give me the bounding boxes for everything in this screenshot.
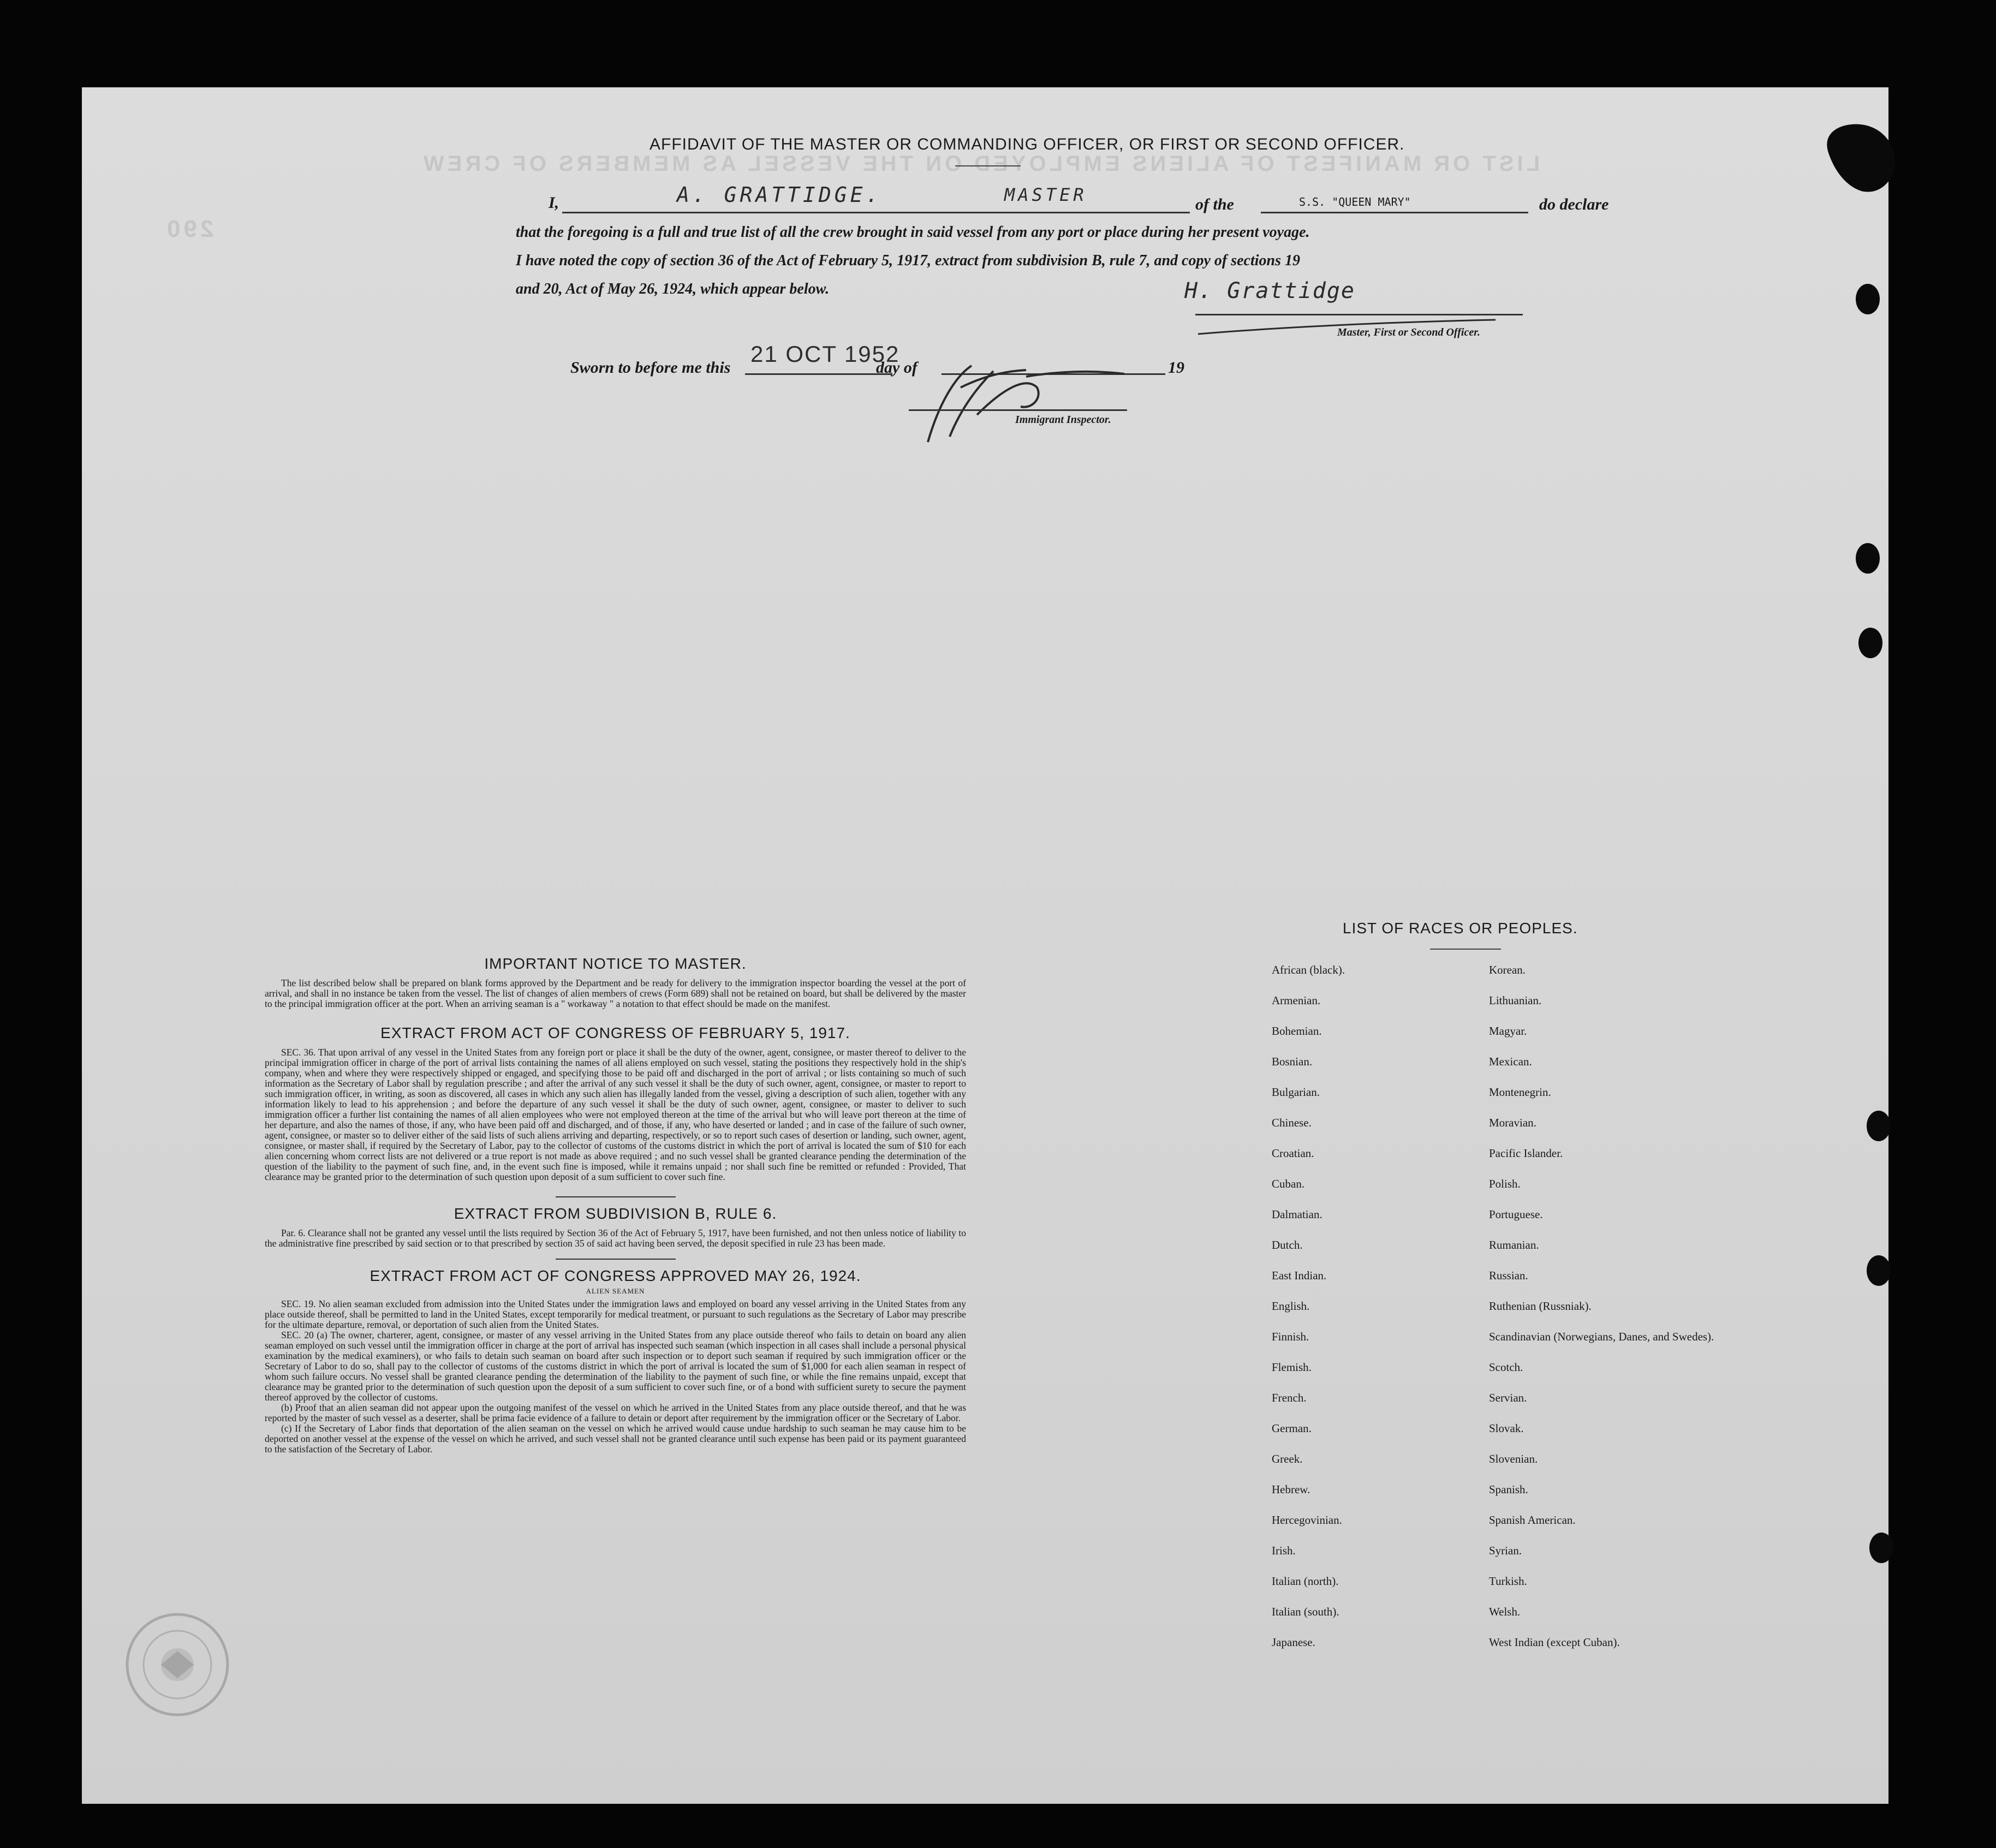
race-item: Korean. <box>1489 963 1526 976</box>
sworn-date-stamp: 21 OCT 1952 <box>750 341 900 367</box>
race-item: African (black). <box>1272 963 1345 976</box>
races-right-column <box>1489 963 1718 1666</box>
sworn-prefix: Sworn to before me this <box>570 359 731 377</box>
affidavit-line3: I have noted the copy of section 36 of the Act of February 5, 1917, extract from subdivision B, rule 7, and copy of sections 19 <box>516 252 1301 269</box>
affidavit-line2: that the foregoing is a full and true list of all the crew brought in said vessel from any port or place during her present voyage. <box>516 224 1310 241</box>
race-item: Servian. <box>1489 1391 1527 1404</box>
race-item: Scandinavian (Norwegians, Danes, and Swedes). <box>1489 1330 1714 1343</box>
extract-1924-subtitle: ALIEN SEAMEN <box>586 1287 645 1295</box>
title-rule <box>955 165 1021 166</box>
punch-hole <box>1867 1255 1891 1286</box>
notice-text: The list described below shall be prepared on blank forms approved by the Department and be ready for delivery to the immigration inspector boarding the vessel at the port of arrival, and shall in no instance be taken from the vessel. The list of changes of alien members of crews (Form 689) shall not be retained on board, but shall be delivered by the master to the principal immigration officer at the port. When an arriving seaman is a " workaway " a notation to that effect should be made on the manifest. <box>265 977 966 1009</box>
race-item: Magyar. <box>1489 1024 1527 1038</box>
race-item: Bohemian. <box>1272 1024 1322 1038</box>
race-item: Pacific Islander. <box>1489 1147 1563 1160</box>
race-item: French. <box>1272 1391 1307 1404</box>
do-declare-label: do declare <box>1539 195 1609 213</box>
race-item: Scotch. <box>1489 1361 1523 1374</box>
inspector-underline <box>909 409 1127 411</box>
race-item: Moravian. <box>1489 1116 1536 1129</box>
race-item: English. <box>1272 1299 1310 1313</box>
race-item: Polish. <box>1489 1177 1521 1190</box>
punch-hole <box>1856 284 1880 314</box>
divider-1 <box>556 1196 676 1197</box>
affidavit-line4: and 20, Act of May 26, 1924, which appear below. <box>516 281 830 297</box>
race-item: German. <box>1272 1422 1312 1435</box>
races-title: LIST OF RACES OR PEOPLES. <box>1343 920 1578 937</box>
extract-1917-title: EXTRACT FROM ACT OF CONGRESS OF FEBRUARY 5, 1917. <box>380 1024 850 1041</box>
of-the-label: of the <box>1195 195 1234 213</box>
signature-underline <box>1195 314 1523 315</box>
race-item: Spanish. <box>1489 1483 1528 1496</box>
bleedthrough-title: LIST OR MANIFEST OF ALIENS EMPLOYED ON THE VESSEL AS MEMBERS OF CREW <box>420 152 1540 176</box>
race-item: Chinese. <box>1272 1116 1312 1129</box>
signature-caption: Master, First or Second Officer. <box>1337 326 1480 338</box>
race-item: Greek. <box>1272 1452 1303 1465</box>
races-left-column <box>1272 963 1468 1666</box>
race-item: Bosnian. <box>1272 1055 1313 1068</box>
race-item: Spanish American. <box>1489 1513 1576 1527</box>
race-item: Bulgarian. <box>1272 1086 1320 1099</box>
race-item: Irish. <box>1272 1544 1296 1557</box>
race-item: Slovenian. <box>1489 1452 1538 1465</box>
race-item: Welsh. <box>1489 1605 1521 1618</box>
year-prefix: 19 <box>1168 359 1184 377</box>
inspector-signature <box>895 355 1157 448</box>
punch-hole <box>1867 1111 1891 1141</box>
race-item: Dalmatian. <box>1272 1208 1322 1221</box>
divider-2 <box>556 1259 676 1260</box>
embossed-seal-icon <box>123 1610 232 1719</box>
race-item: Russian. <box>1489 1269 1528 1282</box>
punch-hole <box>1856 543 1880 574</box>
race-item: Italian (north). <box>1272 1575 1339 1588</box>
race-item: East Indian. <box>1272 1269 1327 1282</box>
master-signature: H. Grattidge <box>1184 278 1355 303</box>
subdivision-b-text: Par. 6. Clearance shall not be granted any vessel until the lists required by Section 36 of the Act of February 5, 1917, have been furnished, and not then unless notice of liability to the administrative fine prescribed by said section or to that prescribed by section 35 of said act having been served, the deposit specified in rule 23 has been made. <box>265 1227 966 1249</box>
sec20b-text: (b) Proof that an alien seaman did not appear upon the outgoing manifest of the vessel on which he arrived in the United States from any place outside thereof, and that he was reported by the master of such vessel as a deserter, shall be prima facie evidence of a failure to detain or deport after requirement by the immigration officer or the Secretary of Labor. <box>265 1402 966 1423</box>
race-item: Dutch. <box>1272 1238 1303 1251</box>
race-item: Lithuanian. <box>1489 994 1542 1007</box>
sworn-date-underline <box>745 373 892 375</box>
subdivision-b-title: EXTRACT FROM SUBDIVISION B, RULE 6. <box>454 1205 777 1222</box>
punch-hole <box>1858 628 1882 658</box>
sec20c-text: (c) If the Secretary of Labor finds that deportation of the alien seaman on the vessel on which he arrived would cause undue hardship to such seaman he may cause him to be deported on another vessel at the expense of the vessel on which he arrived, and such vessel shall not be granted clearance until such expense has been paid or its payment guaranteed to the satisfaction of the Secretary of Labor. <box>265 1423 966 1454</box>
affidavit-line1 <box>549 194 559 212</box>
race-item: Slovak. <box>1489 1422 1524 1435</box>
race-item: Croatian. <box>1272 1147 1314 1160</box>
extract-1917-text: SEC. 36. That upon arrival of any vessel in the United States from any foreign port or place it shall be the duty of the owner, agent, consignee, or master thereof to deliver to the principal immigration officer in charge of the port of arrival lists containing the names of all aliens employed on such vessel, stating the positions they respectively hold in the ship's company, when and where they were respectively shipped or engaged, and specifying those to be paid off and discharged in the port of arrival ; or lists containing so much of such information as the Secretary of Labor shall by regulation prescribe ; and after the arrival of any such vessel it shall be the duty of such owner, agent, consignee, or master to report to such immigration officer, in writing, as soon as discovered, all cases in which any such alien has illegally landed from the vessel, giving a description of such alien, together with any information likely to lead to his apprehension ; and before the departure of any such vessel it shall be the duty of such owner, agent, consignee, or master to deliver to such immigration officer a further list containing the names of all alien employees who were not employed thereon at the time of the arrival but who will leave port thereon at the time of her departure, and also the names of those, if any, who have been paid off and discharged, and of those, if any, who have deserted or landed ; and in case of the failure of such owner, agent, consignee, or master so to deliver either of the said lists of such aliens arriving and departing, respectively, or so to report such cases of desertion or landing, such owner, agent, consignee, or master shall, if required by the Secretary of Labor, pay to the collector of customs of the customs district in which the port of arrival is located the sum of $10 for each alien concerning whom correct lists are not delivered or a true report is not made as above required ; and no such vessel shall be granted clearance pending the determination of the question of the liability to the payment of such fine, and, in the event such fine is imposed, while it remains unpaid ; nor shall such fine be remitted or refunded : Provided, That clearance may be granted prior to the determination of such question upon deposit of a sum sufficient to cover such fine. <box>265 1047 966 1182</box>
race-item: Armenian. <box>1272 994 1321 1007</box>
races-title-rule <box>1430 949 1501 950</box>
vessel-underline <box>1261 212 1528 213</box>
name-underline <box>562 212 1190 213</box>
race-item: Flemish. <box>1272 1361 1312 1374</box>
document-page <box>82 87 1888 1804</box>
race-item: Hercegovinian. <box>1272 1513 1342 1527</box>
extract-1924-title: EXTRACT FROM ACT OF CONGRESS APPROVED MAY 26, 1924. <box>370 1267 861 1284</box>
race-item: Rumanian. <box>1489 1238 1539 1251</box>
torn-corner-icon <box>1823 120 1899 202</box>
race-item: Montenegrin. <box>1489 1086 1551 1099</box>
sec20a-text: SEC. 20 (a) The owner, charterer, agent, consignee, or master of any vessel arriving in the United States from any place outside thereof who fails to detain on board any alien seaman employed on such vessel until the immigration officer in charge at the port of arrival has inspected such seaman (which inspection in all cases shall include a personal physical examination by the medical examiners), or who fails to detain such seaman on board after such inspection or to deport such seaman if required by such immigration officer or the Secretary of Labor to do so, shall pay to the collector of customs of the customs district in which the port of arrival is located the sum of $1,000 for each alien seaman in respect of whom such failure occurs. No vessel shall be granted clearance pending the determination of the liability to the payment of such fine, or while the fine remains unpaid, except that clearance may be granted prior to the determination of such question upon the deposit of a sum sufficient to cover such fine, or of a bond with sufficient surety to secure the payment thereof approved by the collector of customs. <box>265 1330 966 1403</box>
race-item: West Indian (except Cuban). <box>1489 1636 1620 1649</box>
punch-hole <box>1869 1533 1893 1563</box>
race-item: Turkish. <box>1489 1575 1527 1588</box>
officer-rank-handwritten: MASTER <box>1004 184 1087 205</box>
officer-name-handwritten: A. GRATTIDGE. <box>677 183 882 207</box>
race-item: Portuguese. <box>1489 1208 1543 1221</box>
i-label: I, <box>549 194 559 212</box>
race-item: Mexican. <box>1489 1055 1532 1068</box>
inspector-caption: Immigrant Inspector. <box>1015 414 1111 426</box>
race-item: Japanese. <box>1272 1636 1315 1649</box>
day-of-label: day of <box>876 359 917 377</box>
sec19-text: SEC. 19. No alien seaman excluded from admission into the United States under the immigration laws and employed on board any vessel arriving in the United States from any place outside thereof, shall be permitted to land in the United States, except temporarily for medical treatment, or pursuant to such regulations as the Secretary of Labor may prescribe for the ultimate departure, removal, or deportation of such alien from the United States. <box>265 1298 966 1330</box>
race-item: Italian (south). <box>1272 1605 1339 1618</box>
vessel-name-typed: S.S. "QUEEN MARY" <box>1299 195 1411 208</box>
race-item: Finnish. <box>1272 1330 1309 1343</box>
race-item: Hebrew. <box>1272 1483 1310 1496</box>
affidavit-title: AFFIDAVIT OF THE MASTER OR COMMANDING OFFICER, OR FIRST OR SECOND OFFICER. <box>650 135 1405 153</box>
notice-column <box>265 955 966 1454</box>
bleedthrough-page-number: 290 <box>164 216 214 242</box>
race-item: Cuban. <box>1272 1177 1305 1190</box>
race-item: Ruthenian (Russniak). <box>1489 1299 1592 1313</box>
race-item: Syrian. <box>1489 1544 1522 1557</box>
notice-title: IMPORTANT NOTICE TO MASTER. <box>484 955 747 972</box>
